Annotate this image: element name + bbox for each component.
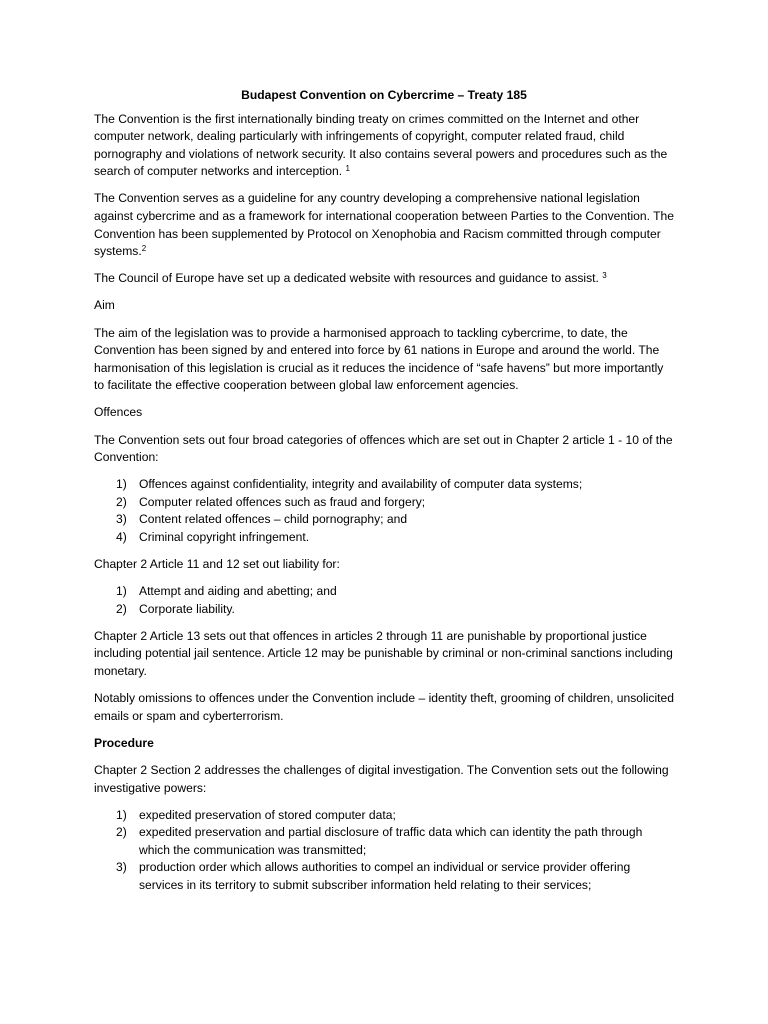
list-number: 3) [116,860,127,875]
intro-paragraph-2 [94,190,674,260]
footnote-ref-2: 2 [141,244,147,254]
offences-list [94,476,674,546]
intro-paragraph-2-text: The Convention serves as a guideline for any country developing a comprehensive national legislation against cybercrime and as a framework for international cooperation between Parties to the Convention. The Convention has been supplemented by Protocol on Xenophobia and Racism committed through computer systems. [94,191,674,259]
list-text: Corporate liability. [139,601,235,616]
document-page [94,87,674,904]
intro-paragraph-3 [94,270,674,288]
aim-paragraph: The aim of the legislation was to provide a harmonised approach to tackling cybercrime, to date, the Convention has been signed by and entered into force by 61 nations in Europe and around the world. The harmonisation of this legislation is crucial as it reduces the incidence of “safe havens” but more importantly to facilitate the effective cooperation between global law enforcement agencies. [94,325,664,393]
list-number: 3) [116,512,127,527]
list-item [94,859,674,894]
liability-list [94,583,674,618]
list-text: expedited preservation and partial disclosure of traffic data which can identity the path through which the communication was transmitted; [139,825,643,857]
list-item [94,601,674,619]
list-item [94,807,674,825]
list-number: 1) [116,584,127,599]
list-item [94,511,674,529]
list-number: 2) [116,825,127,840]
intro-paragraph-3-text: The Council of Europe have set up a dedicated website with resources and guidance to assist. [94,271,599,286]
list-number: 1) [116,477,127,492]
aim-heading: Aim [94,298,115,313]
document-title: Budapest Convention on Cybercrime – Treaty 185 [241,88,527,102]
list-number: 4) [116,529,127,544]
procedure-list [94,807,674,895]
offences-heading: Offences [94,405,143,420]
list-text: production order which allows authorities to compel an individual or service provider offering services in its territory to submit subscriber information held relating to their services; [139,860,631,892]
list-text: expedited preservation of stored computer data; [139,807,396,822]
liability-intro: Chapter 2 Article 11 and 12 set out liability for: [94,557,340,572]
omissions-paragraph: Notably omissions to offences under the Convention include – identity theft, grooming of children, unsolicited emails or spam and cyberterrorism. [94,691,674,723]
list-number: 2) [116,494,127,509]
offences-intro: The Convention sets out four broad categories of offences which are set out in Chapter 2 article 1 - 10 of the Convention: [94,432,673,465]
list-item [94,476,674,494]
list-item [94,529,674,547]
footnote-ref-1: 1 [345,164,350,174]
procedure-heading: Procedure [94,735,154,750]
procedure-intro: Chapter 2 Section 2 addresses the challenges of digital investigation. The Convention sets out the following investigative powers: [94,762,669,795]
list-text: Attempt and aiding and abetting; and [139,584,337,599]
list-item [94,583,674,601]
list-number: 2) [116,601,127,616]
list-text: Offences against confidentiality, integrity and availability of computer data systems; [139,477,583,492]
list-text: Computer related offences such as fraud and forgery; [139,494,426,509]
list-item [94,824,674,859]
footnote-ref-3: 3 [602,271,607,281]
list-text: Criminal copyright infringement. [139,529,310,544]
list-text: Content related offences – child pornography; and [139,512,408,527]
intro-paragraph-1-text: The Convention is the first internationally binding treaty on crimes committed on the Internet and other computer network, dealing particularly with infringements of copyright, computer related fraud, child pornography and violations of network security. It also contains several powers and procedures such as the search of computer networks and interception. [94,111,668,179]
punishable-paragraph: Chapter 2 Article 13 sets out that offences in articles 2 through 11 are punishable by proportional justice including potential jail sentence. Article 12 may be punishable by criminal or non-criminal sanctions including monetary. [94,628,673,679]
list-number: 1) [116,807,127,822]
list-item [94,494,674,512]
intro-paragraph-1 [94,111,674,181]
